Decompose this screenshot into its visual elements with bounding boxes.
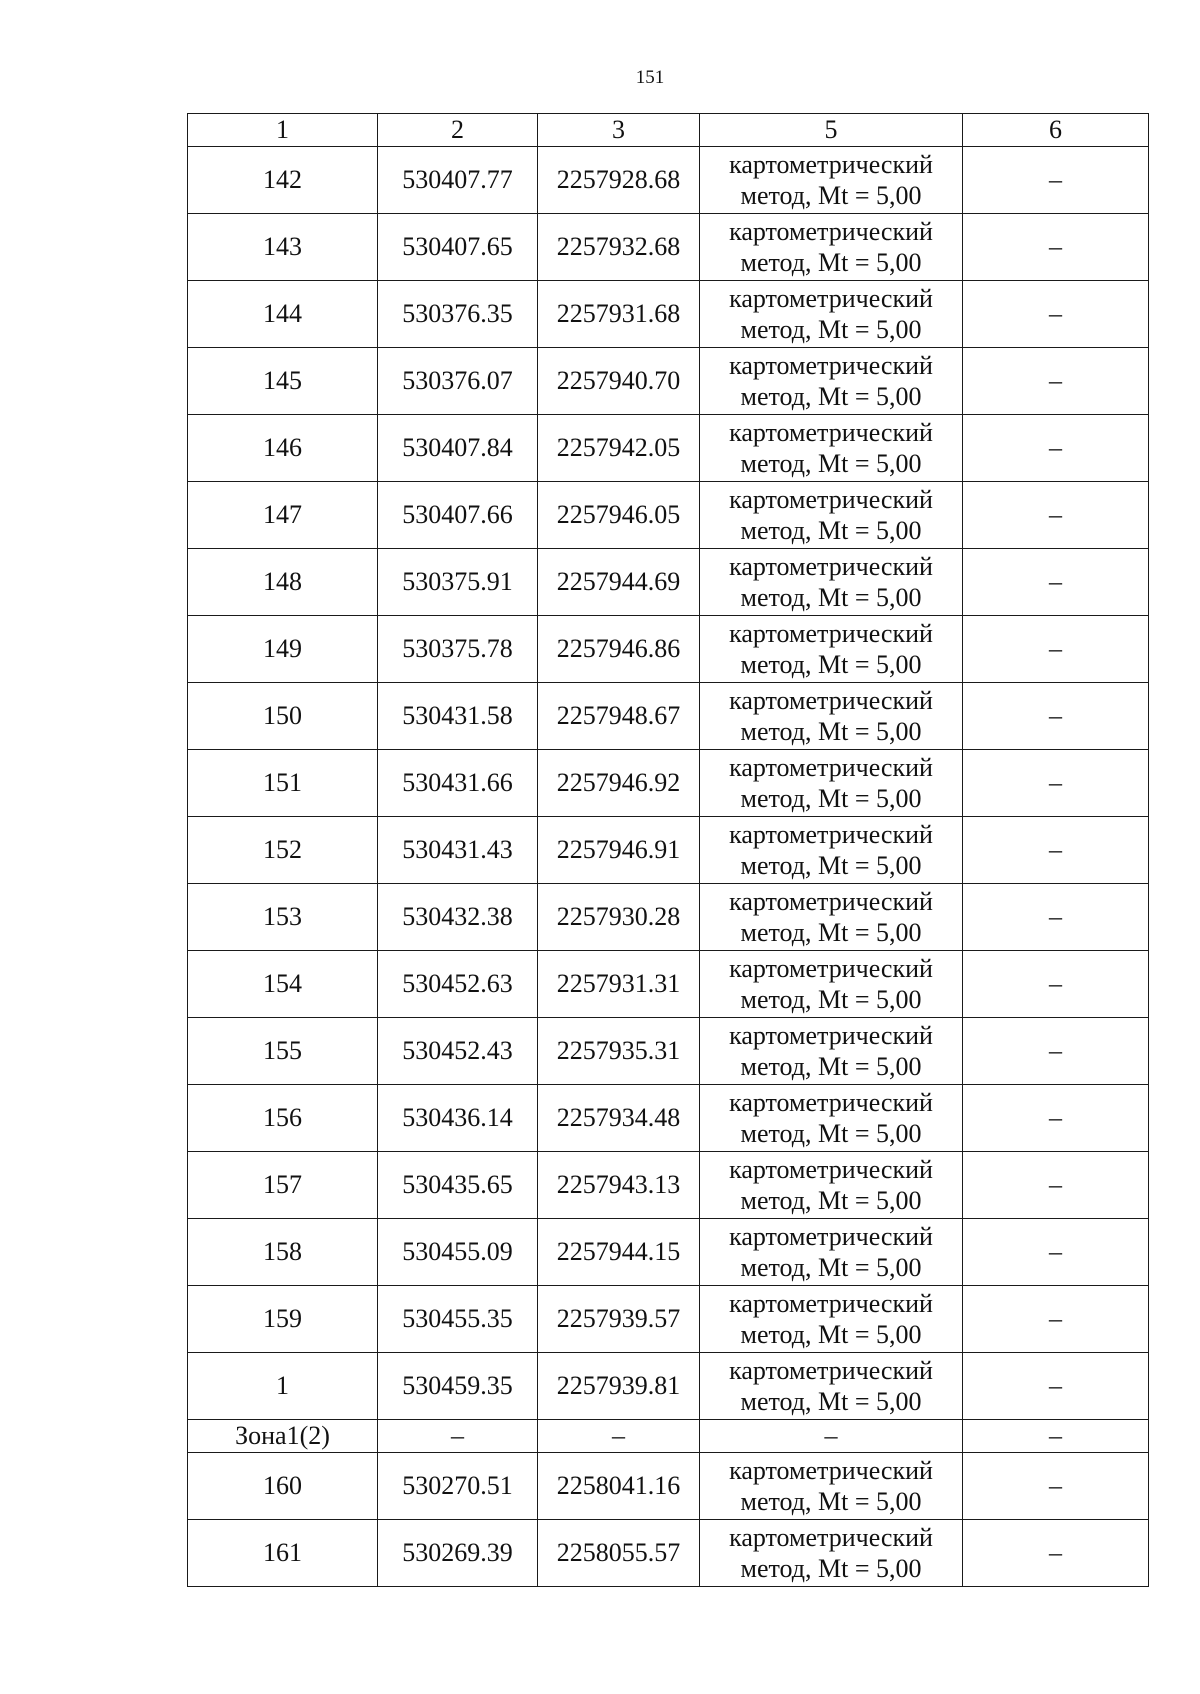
point-number-cell: 151: [188, 750, 378, 817]
table-body: [188, 114, 1149, 1587]
header-cell-col5: 5: [700, 114, 963, 147]
note-cell: –: [963, 884, 1149, 951]
x-cell: 530431.66: [378, 750, 538, 817]
method-line2: метод, Mt = 5,00: [740, 516, 922, 545]
note-cell: –: [963, 951, 1149, 1018]
y-cell: 2258055.57: [538, 1520, 700, 1587]
table-row: [188, 214, 1149, 281]
x-cell: 530375.78: [378, 616, 538, 683]
point-number-cell: 142: [188, 147, 378, 214]
point-number-cell: 159: [188, 1286, 378, 1353]
x-cell: 530435.65: [378, 1152, 538, 1219]
note-cell: –: [963, 214, 1149, 281]
method-line1: картометрический: [729, 552, 933, 581]
method-line2: метод, Mt = 5,00: [740, 1253, 922, 1282]
method-cell: [700, 482, 963, 549]
method-line1: картометрический: [729, 485, 933, 514]
method-line2: метод, Mt = 5,00: [740, 583, 922, 612]
note-cell: –: [963, 616, 1149, 683]
point-number-cell: 154: [188, 951, 378, 1018]
x-cell: 530270.51: [378, 1453, 538, 1520]
y-cell: 2257934.48: [538, 1085, 700, 1152]
method-cell: [700, 1018, 963, 1085]
method-line2: метод, Mt = 5,00: [740, 985, 922, 1014]
x-cell: 530452.43: [378, 1018, 538, 1085]
method-line1: картометрический: [729, 150, 933, 179]
point-number-cell: 148: [188, 549, 378, 616]
note-cell: –: [963, 147, 1149, 214]
method-cell: [700, 683, 963, 750]
x-cell: 530376.07: [378, 348, 538, 415]
method-cell: [700, 1353, 963, 1420]
note-cell: –: [963, 1219, 1149, 1286]
method-line2: метод, Mt = 5,00: [740, 851, 922, 880]
point-number-cell: 145: [188, 348, 378, 415]
y-cell: 2257931.31: [538, 951, 700, 1018]
y-cell: 2257931.68: [538, 281, 700, 348]
y-cell: –: [538, 1420, 700, 1453]
table-row: [188, 1152, 1149, 1219]
y-cell: 2257944.69: [538, 549, 700, 616]
method-line2: метод, Mt = 5,00: [740, 1487, 922, 1516]
table-row: [188, 1453, 1149, 1520]
table-row: [188, 1520, 1149, 1587]
method-line1: картометрический: [729, 351, 933, 380]
x-cell: 530376.35: [378, 281, 538, 348]
method-line2: метод, Mt = 5,00: [740, 1186, 922, 1215]
point-number-cell: 1: [188, 1353, 378, 1420]
y-cell: 2257935.31: [538, 1018, 700, 1085]
method-line1: картометрический: [729, 753, 933, 782]
point-number-cell: 156: [188, 1085, 378, 1152]
method-cell: –: [700, 1420, 963, 1453]
x-cell: 530431.43: [378, 817, 538, 884]
note-cell: –: [963, 1453, 1149, 1520]
note-cell: –: [963, 415, 1149, 482]
point-number-cell: 158: [188, 1219, 378, 1286]
y-cell: 2258041.16: [538, 1453, 700, 1520]
method-cell: [700, 1453, 963, 1520]
note-cell: –: [963, 1152, 1149, 1219]
method-cell: [700, 1152, 963, 1219]
x-cell: 530269.39: [378, 1520, 538, 1587]
point-number-cell: 155: [188, 1018, 378, 1085]
method-line2: метод, Mt = 5,00: [740, 918, 922, 947]
method-cell: [700, 281, 963, 348]
method-line1: картометрический: [729, 1456, 933, 1485]
method-line2: метод, Mt = 5,00: [740, 1554, 922, 1583]
method-line1: картометрический: [729, 1155, 933, 1184]
point-number-cell: 146: [188, 415, 378, 482]
note-cell: –: [963, 348, 1149, 415]
method-line1: картометрический: [729, 1088, 933, 1117]
method-cell: [700, 1085, 963, 1152]
method-cell: [700, 884, 963, 951]
header-cell-col6: 6: [963, 114, 1149, 147]
point-number-cell: 153: [188, 884, 378, 951]
method-line2: метод, Mt = 5,00: [740, 248, 922, 277]
zone-row: [188, 1420, 1149, 1453]
method-cell: [700, 214, 963, 281]
method-line1: картометрический: [729, 418, 933, 447]
method-line1: картометрический: [729, 1222, 933, 1251]
y-cell: 2257939.57: [538, 1286, 700, 1353]
method-cell: [700, 817, 963, 884]
point-number-cell: 161: [188, 1520, 378, 1587]
x-cell: 530455.35: [378, 1286, 538, 1353]
y-cell: 2257946.86: [538, 616, 700, 683]
note-cell: –: [963, 750, 1149, 817]
point-number-cell: 144: [188, 281, 378, 348]
method-cell: [700, 750, 963, 817]
x-cell: 530431.58: [378, 683, 538, 750]
y-cell: 2257946.91: [538, 817, 700, 884]
point-number-cell: 152: [188, 817, 378, 884]
table-row: [188, 616, 1149, 683]
method-line2: метод, Mt = 5,00: [740, 717, 922, 746]
method-line2: метод, Mt = 5,00: [740, 784, 922, 813]
note-cell: –: [963, 1018, 1149, 1085]
header-row: [188, 114, 1149, 147]
y-cell: 2257932.68: [538, 214, 700, 281]
method-cell: [700, 1219, 963, 1286]
method-cell: [700, 147, 963, 214]
table-row: [188, 817, 1149, 884]
table-row: [188, 1286, 1149, 1353]
x-cell: 530407.84: [378, 415, 538, 482]
table-row: [188, 482, 1149, 549]
point-number-cell: 150: [188, 683, 378, 750]
point-number-cell: 147: [188, 482, 378, 549]
x-cell: 530375.91: [378, 549, 538, 616]
method-line2: метод, Mt = 5,00: [740, 382, 922, 411]
method-line1: картометрический: [729, 887, 933, 916]
method-cell: [700, 1520, 963, 1587]
table-row: [188, 1085, 1149, 1152]
x-cell: 530407.65: [378, 214, 538, 281]
table-row: [188, 1018, 1149, 1085]
table-row: [188, 683, 1149, 750]
table-row: [188, 750, 1149, 817]
method-cell: [700, 951, 963, 1018]
page-number: 151: [635, 67, 665, 88]
method-line2: метод, Mt = 5,00: [740, 181, 922, 210]
method-line2: метод, Mt = 5,00: [740, 1387, 922, 1416]
x-cell: 530459.35: [378, 1353, 538, 1420]
y-cell: 2257940.70: [538, 348, 700, 415]
note-cell: –: [963, 817, 1149, 884]
method-cell: [700, 549, 963, 616]
method-line2: метод, Mt = 5,00: [740, 650, 922, 679]
y-cell: 2257939.81: [538, 1353, 700, 1420]
y-cell: 2257946.05: [538, 482, 700, 549]
y-cell: 2257946.92: [538, 750, 700, 817]
method-line2: метод, Mt = 5,00: [740, 1320, 922, 1349]
point-number-cell: 149: [188, 616, 378, 683]
method-line1: картометрический: [729, 1021, 933, 1050]
coordinates-table: [187, 113, 1149, 1587]
note-cell: –: [963, 1286, 1149, 1353]
header-cell-col1: 1: [188, 114, 378, 147]
method-line1: картометрический: [729, 686, 933, 715]
y-cell: 2257928.68: [538, 147, 700, 214]
method-line1: картометрический: [729, 619, 933, 648]
x-cell: 530452.63: [378, 951, 538, 1018]
note-cell: –: [963, 1085, 1149, 1152]
zone-label-cell: Зона1(2): [188, 1420, 378, 1453]
method-line2: метод, Mt = 5,00: [740, 449, 922, 478]
x-cell: –: [378, 1420, 538, 1453]
x-cell: 530436.14: [378, 1085, 538, 1152]
header-cell-col3: 3: [538, 114, 700, 147]
table-row: [188, 415, 1149, 482]
point-number-cell: 160: [188, 1453, 378, 1520]
method-line1: картометрический: [729, 217, 933, 246]
table-row: [188, 281, 1149, 348]
table-row: [188, 549, 1149, 616]
table-row: [188, 1353, 1149, 1420]
point-number-cell: 143: [188, 214, 378, 281]
table-row: [188, 348, 1149, 415]
point-number-cell: 157: [188, 1152, 378, 1219]
method-cell: [700, 616, 963, 683]
table-row: [188, 147, 1149, 214]
x-cell: 530407.77: [378, 147, 538, 214]
x-cell: 530455.09: [378, 1219, 538, 1286]
note-cell: –: [963, 1420, 1149, 1453]
method-line2: метод, Mt = 5,00: [740, 1119, 922, 1148]
y-cell: 2257943.13: [538, 1152, 700, 1219]
note-cell: –: [963, 1353, 1149, 1420]
note-cell: –: [963, 1520, 1149, 1587]
note-cell: –: [963, 549, 1149, 616]
method-line1: картометрический: [729, 1289, 933, 1318]
method-cell: [700, 415, 963, 482]
table-row: [188, 1219, 1149, 1286]
method-cell: [700, 1286, 963, 1353]
method-cell: [700, 348, 963, 415]
y-cell: 2257930.28: [538, 884, 700, 951]
y-cell: 2257944.15: [538, 1219, 700, 1286]
method-line2: метод, Mt = 5,00: [740, 1052, 922, 1081]
header-cell-col2: 2: [378, 114, 538, 147]
y-cell: 2257948.67: [538, 683, 700, 750]
method-line1: картометрический: [729, 284, 933, 313]
method-line1: картометрический: [729, 954, 933, 983]
x-cell: 530407.66: [378, 482, 538, 549]
method-line1: картометрический: [729, 1356, 933, 1385]
y-cell: 2257942.05: [538, 415, 700, 482]
x-cell: 530432.38: [378, 884, 538, 951]
note-cell: –: [963, 683, 1149, 750]
table-row: [188, 884, 1149, 951]
note-cell: –: [963, 482, 1149, 549]
note-cell: –: [963, 281, 1149, 348]
table-row: [188, 951, 1149, 1018]
method-line1: картометрический: [729, 1523, 933, 1552]
method-line2: метод, Mt = 5,00: [740, 315, 922, 344]
method-line1: картометрический: [729, 820, 933, 849]
